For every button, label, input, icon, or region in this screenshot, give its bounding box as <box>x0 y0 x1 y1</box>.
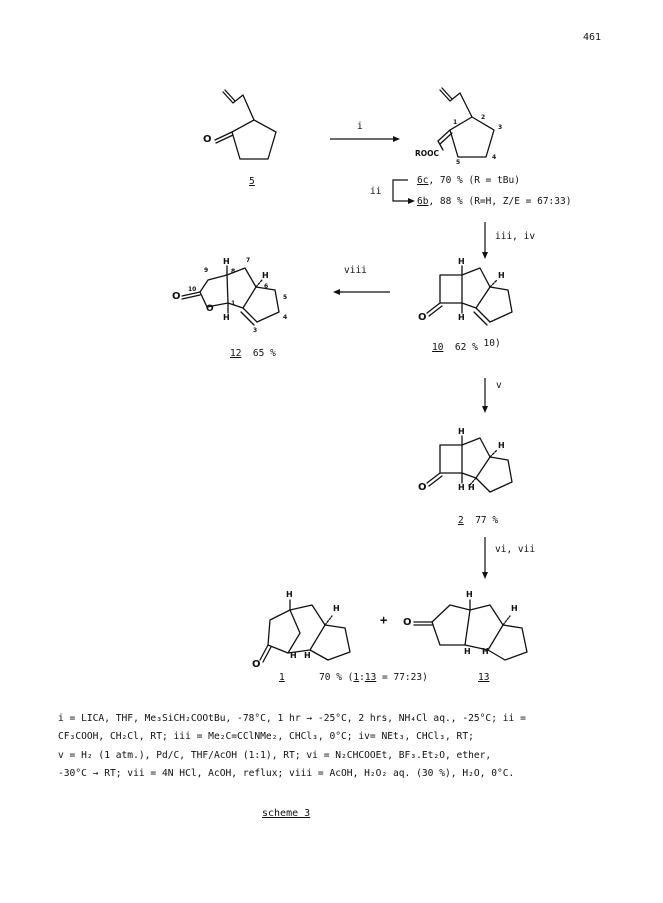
page-number: 461 <box>583 32 602 43</box>
h-label-12-right: H <box>262 271 269 280</box>
h-label-1-right: H <box>333 604 340 613</box>
h-label-2-bottom: H <box>458 483 465 492</box>
footnote-line-2: CF₃COOH, CH₂Cl, RT; iii = Me₂C=CClNMe₂, CHCl₃, 0°C; iv= NEt₃, CHCl₃, RT; <box>58 731 474 742</box>
compound-12-yield: 65 % <box>252 348 276 359</box>
ring-number-3: 3 <box>498 124 503 131</box>
h-label-13-top: H <box>466 590 473 599</box>
compound-label-10: 10 <box>432 342 444 353</box>
structure-5 <box>215 90 276 159</box>
lactone-number-5: 5 <box>283 294 288 301</box>
compound-label-6b: 6b <box>417 196 429 207</box>
lactone-number-9: 9 <box>204 267 209 274</box>
lactone-number-6: 6 <box>264 283 269 290</box>
compound-12-line <box>230 349 276 359</box>
h-label-12-bottom: H <box>223 313 230 322</box>
compound-1-yield: 70 % ( <box>319 672 354 683</box>
arrow-iii-iv <box>482 222 488 259</box>
h-label-2-top: H <box>458 427 465 436</box>
ketone-o-10: O <box>418 312 427 323</box>
ratio-compound-1: 1 <box>353 672 360 683</box>
ring-number-1: 1 <box>453 119 458 126</box>
arrow-viii <box>333 289 390 295</box>
ring-number-4: 4 <box>492 154 497 161</box>
compound-6c-line <box>417 176 520 186</box>
footnote-line-3: v = H₂ (1 atm.), Pd/C, THF/AcOH (1:1), RT; vi = N₂CHCOOEt, BF₃.Et₂O, ether, <box>58 750 492 761</box>
reagent-label-ii: ii <box>370 186 382 197</box>
plus-sign: + <box>380 613 388 627</box>
footnote-line-4: -30°C → RT; vii = 4N HCl, AcOH, reflux; viii = AcOH, H₂O₂ aq. (30 %), H₂O, 0°C. <box>58 768 515 779</box>
h-label-1-bottom: H <box>290 651 297 660</box>
scheme-caption: scheme 3 <box>262 808 311 819</box>
h-label-1-top: H <box>286 590 293 599</box>
structure-6 <box>438 88 494 157</box>
ring-number-5: 5 <box>456 159 461 166</box>
h-label-13-lower: H <box>482 647 489 656</box>
h-label-1-lower: H <box>304 651 311 660</box>
lactone-number-10: 10 <box>188 286 197 293</box>
h-label-13-right: H <box>511 604 518 613</box>
lactone-number-8: 8 <box>231 268 236 275</box>
ketone-o-13: O <box>403 617 412 628</box>
compound-6c-note: , 70 % (R = tBu) <box>428 175 520 186</box>
compound-label-6c: 6c <box>417 175 429 186</box>
lactone-number-1: 1 <box>231 300 236 307</box>
compound-label-13: 13 <box>478 672 490 683</box>
lactone-number-4: 4 <box>283 314 288 321</box>
reagent-label-iii-iv: iii, iv <box>495 231 536 242</box>
h-label-10-bottom: H <box>458 313 465 322</box>
h-label-2-right: H <box>498 441 505 450</box>
compound-1-line <box>279 673 428 683</box>
h-label-12-top: H <box>223 257 230 266</box>
h-label-10-top: H <box>458 257 465 266</box>
compound-6b-line <box>417 197 571 207</box>
compound-2-yield: 77 % <box>475 515 499 526</box>
lactone-carbonyl-o: O <box>172 291 181 302</box>
ratio-compound-13: 13 <box>364 672 377 683</box>
reagent-label-i: i <box>357 121 363 132</box>
compound-label-5: 5 <box>249 176 255 187</box>
arrow-v <box>482 378 488 413</box>
compound-10-reference: 10) <box>483 338 501 349</box>
arrow-vi-vii <box>482 537 488 579</box>
atom-label-rooc: ROOC <box>415 149 440 158</box>
compound-6b-note: , 88 % (R=H, Z/E = 67:33) <box>428 196 572 207</box>
ketone-o-1: O <box>252 659 261 670</box>
reagent-label-viii: viii <box>344 265 367 276</box>
ring-number-2: 2 <box>481 114 486 121</box>
compound-10-yield: 62 % <box>454 342 478 353</box>
h-label-2-lower: H <box>468 483 475 492</box>
arrow-ii <box>393 180 415 204</box>
compound-label-1: 1 <box>279 672 285 683</box>
h-label-13-bottom: H <box>464 647 471 656</box>
atom-label-ketone-o: O <box>203 134 212 145</box>
lactone-ring-o: O <box>206 304 214 314</box>
lactone-number-7: 7 <box>246 257 251 264</box>
compound-2-line <box>458 516 498 526</box>
compound-10-line <box>432 338 501 353</box>
lactone-number-3: 3 <box>253 327 258 334</box>
ratio-value: = 77:23) <box>376 672 428 683</box>
ratio-colon: : <box>359 672 365 683</box>
compound-label-2: 2 <box>458 515 464 526</box>
reagent-label-vi-vii: vi, vii <box>495 544 536 555</box>
h-label-10-right: H <box>498 271 505 280</box>
ketone-o-2: O <box>418 482 427 493</box>
compound-label-12: 12 <box>230 348 242 359</box>
arrow-i <box>330 136 400 142</box>
reagent-label-v: v <box>496 380 502 391</box>
footnote-line-1: i = LICA, THF, Me₃SiCH₂COOtBu, -78°C, 1 hr → -25°C, 2 hrs, NH₄Cl aq., -25°C; ii = <box>58 713 526 724</box>
